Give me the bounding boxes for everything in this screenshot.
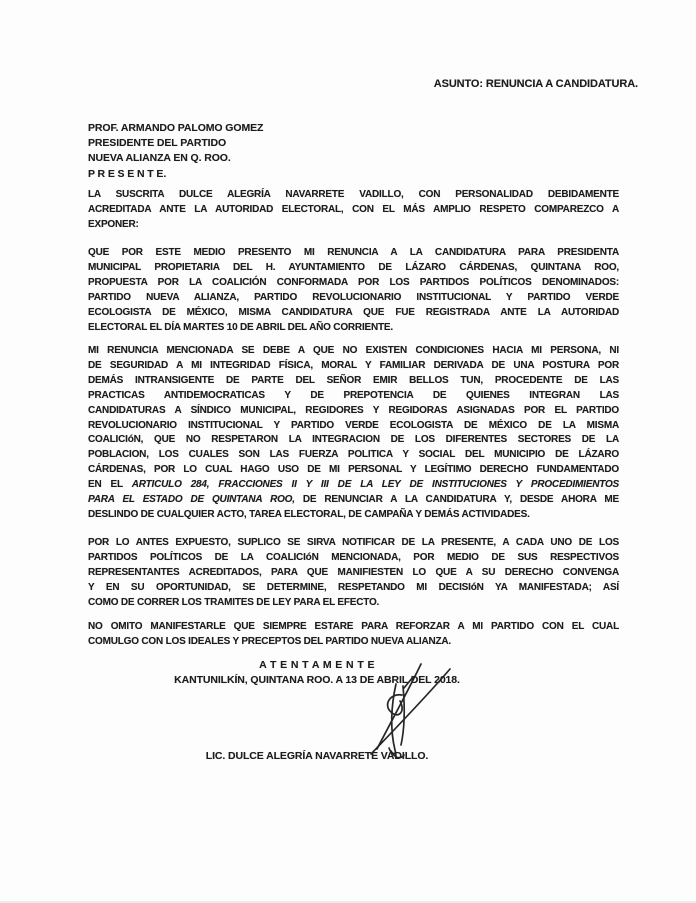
body-line: PARA EL ESTADO DE QUINTANA ROO, DE RENUNCIAR A LA CANDIDATURA Y, DESDE AHORA ME xyxy=(88,494,619,506)
body-line: EN EL ARTICULO 284, FRACCIONES II Y III DE LA LEY DE INSTITUCIONES Y PROCEDIMIENTOS xyxy=(88,479,619,491)
body-line: COMO DE CORRER LOS TRAMITES DE LEY PARA EL EFECTO. xyxy=(88,596,380,608)
body-line: REVOLUCIONARIO INSTITUCIONAL Y PARTIDO VERDE ECOLOGISTA DE MÉXICO DE LA MISMA xyxy=(88,419,619,431)
letter-paragraph-intro xyxy=(88,188,619,233)
signer-name: LIC. DULCE ALEGRÍA NAVARRETE VADILLO. xyxy=(205,750,429,762)
closing-place-date: KANTUNILKÍN, QUINTANA ROO. A 13 DE ABRIL DEL 2018. xyxy=(174,674,460,686)
recipient-party: NUEVA ALIANZA EN Q. ROO. xyxy=(88,152,231,165)
recipient-block xyxy=(88,121,263,182)
subject-line: ASUNTO: RENUNCIA A CANDIDATURA. xyxy=(433,78,638,90)
body-line: ECOLOGISTA DE MÉXICO, MISMA CANDIDATURA QUE FUE REGISTRADA ANTE LA AUTORIDAD xyxy=(88,306,619,318)
body-line: QUE POR ESTE MEDIO PRESENTO MI RENUNCIA A LA CANDIDATURA PARA PRESIDENTA xyxy=(88,247,619,258)
letter-paragraph-peticion xyxy=(88,536,619,611)
body-line: PROPUESTA POR LA COALICIÓN CONFORMADA POR LOS PARTIDOS POLÍTICOS DENOMINADOS: xyxy=(88,276,619,288)
closing-salutation: A T E N T A M E N T E xyxy=(259,659,375,671)
letter-paragraph-cierre xyxy=(88,620,619,650)
recipient-title: PRESIDENTE DEL PARTIDO xyxy=(88,137,227,150)
body-line: REPRESENTANTES ACREDITADOS, PARA QUE MANIFIESTEN LO QUE A SU DERECHO CONVENGA xyxy=(88,566,619,578)
body-line: DE SEGURIDAD A MI INTEGRIDAD FÍSICA, MORAL Y FAMILIAR DERIVADA DE UNA POSTURA POR xyxy=(88,359,619,371)
body-line: DESLINDO DE CUALQUIER ACTO, TAREA ELECTORAL, DE CAMPAÑA Y DEMÁS ACTIVIDADES. xyxy=(88,508,530,520)
body-line: PARTIDOS POLÍTICOS DE LA COALICIóN MENCIONADA, POR MEDIO DE SUS RESPECTIVOS xyxy=(88,551,619,563)
body-line: CÁRDENAS, POR LO CUAL HAGO USO DE MI PERSONAL Y LEGÍTIMO DERECHO FUNDAMENTADO xyxy=(88,464,619,476)
body-line: Y EN SU OPORTUNIDAD, SE DETERMINE, RESPETANDO MI DECISIóN YA MANIFESTADA; ASÍ xyxy=(88,581,619,593)
recipient-presente: P R E S E N T E. xyxy=(88,167,167,180)
body-line: DEMÁS INTRANSIGENTE DE PARTE DEL SEÑOR EMIR BELLOS TUN, PROCEDENTE DE LAS xyxy=(88,374,619,386)
body-line: EXPONER: xyxy=(88,218,139,230)
body-line: CANDIDATURAS A SÍNDICO MUNICIPAL, REGIDORES Y REGIDORAS ASIGNADAS POR EL PARTIDO xyxy=(88,404,619,416)
body-line: COALICIóN, QUE NO RESPETARON LA INTEGRACION DE LOS DIFERENTES SECTORES DE LA xyxy=(88,434,619,446)
body-line: LA SUSCRITA DULCE ALEGRÍA NAVARRETE VADILLO, CON PERSONALIDAD DEBIDAMENTE xyxy=(88,189,619,200)
body-line: NO OMITO MANIFESTARLE QUE SIEMPRE ESTARE PARA REFORZAR A MI PARTIDO CON EL CUAL xyxy=(88,621,619,632)
body-line: COMULGO CON LOS IDEALES Y PRECEPTOS DEL PARTIDO NUEVA ALIANZA. xyxy=(88,635,452,647)
body-line: ELECTORAL EL DÍA MARTES 10 DE ABRIL DEL AÑO CORRIENTE. xyxy=(88,321,393,333)
body-line: MUNICIPAL PROPIETARIA DEL H. AYUNTAMIENTO DE LÁZARO CÁRDENAS, QUINTANA ROO, xyxy=(88,261,619,273)
body-line: PRACTICAS ANTIDEMOCRATICAS Y DE PREPOTENCIA DE QUIENES INTEGRAN LAS xyxy=(88,389,619,401)
body-line: POBLACION, LOS CUALES SON LAS FUERZA POLITICA Y SOCIAL DEL MUNICIPIO DE LÁZARO xyxy=(88,449,619,461)
body-line: POR LO ANTES EXPUESTO, SUPLICO SE SIRVA NOTIFICAR DE LA PRESENTE, A CADA UNO DE LOS xyxy=(88,537,619,548)
body-line: ACREDITADA ANTE LA AUTORIDAD ELECTORAL, CON EL MÁS AMPLIO RESPETO COMPAREZCO A xyxy=(88,203,619,215)
body-line: MI RENUNCIA MENCIONADA SE DEBE A QUE NO EXISTEN CONDICIONES HACIA MI PERSONA, NI xyxy=(88,345,619,356)
letter-paragraph-motivos xyxy=(88,344,619,523)
letter-paragraph-renuncia xyxy=(88,246,619,335)
body-line: PARTIDO NUEVA ALIANZA, PARTIDO REVOLUCIONARIO INSTITUCIONAL Y PARTIDO VERDE xyxy=(88,291,619,303)
recipient-name: PROF. ARMANDO PALOMO GOMEZ xyxy=(88,122,264,134)
